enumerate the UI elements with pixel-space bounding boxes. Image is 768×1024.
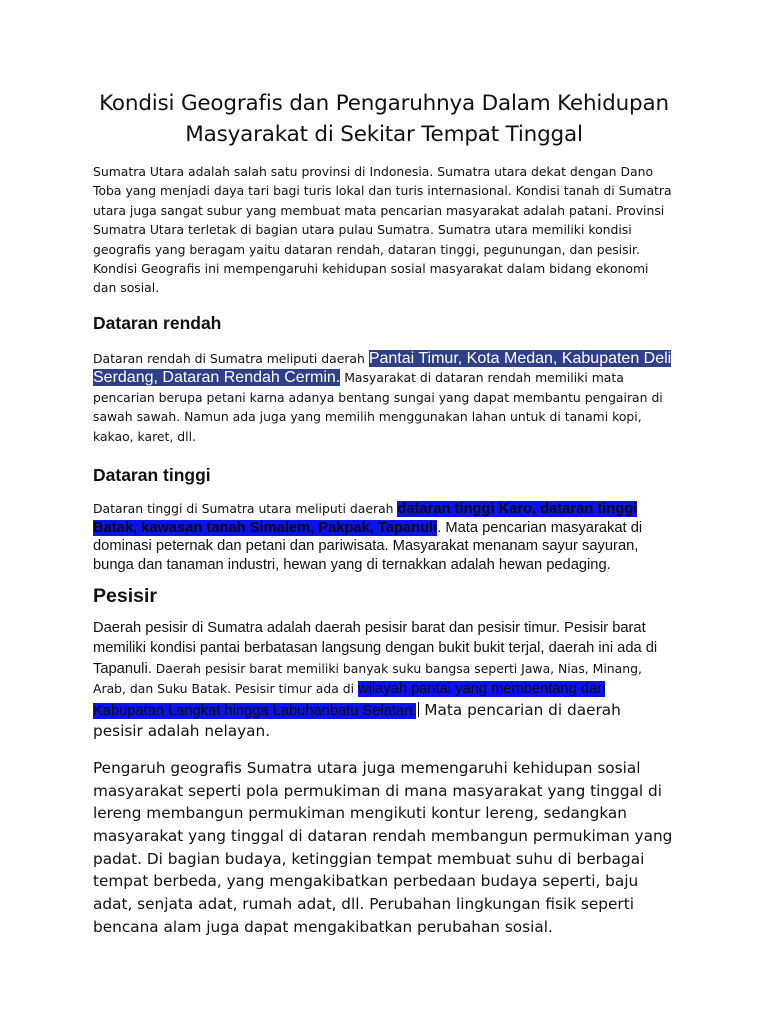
rendah-lead-text: Dataran rendah di Sumatra meliputi daerah <box>93 350 369 366</box>
heading-dataran-rendah: Dataran rendah <box>93 312 222 333</box>
pesisir-middle-text: Daerah pesisir barat memiliki banyak suku bangsa seperti Jawa, Nias, Minang, Arab, dan Suku Batak. Pesisir timur ada di <box>93 660 642 697</box>
tinggi-rest-text: . Mata pencarian masyarakat di dominasi peternak dan petani dan pariwisata. Masyarakat menanam sayur sayuran, bunga dan tanaman industri, hewan yang di ternakkan adalah hewan pedaging. <box>93 519 643 573</box>
tinggi-lead-text: Dataran tinggi di Sumatra utara meliputi daerah <box>93 501 398 517</box>
intro-paragraph: Sumatra Utara adalah salah satu provinsi di Indonesia. Sumatra utara dekat dengan Dano Toba yang menjadi daya tari bagi turis lokal dan turis internasional. Kondisi tanah di Sumatra utara juga sangat subur yang membuat mata pencarian masyarakat adalah patani. Provinsi Sumatra Utara terletak di bagian utara pulau Sumatra. Sumatra utara memiliki kondisi geografis yang beragam yaitu dataran rendah, dataran tinggi, pegunungan, dan pesisir. Kondisi Geografis ini mempengaruhi kehidupan sosial masyarakat dalam bidang ekonomi dan sosial. <box>93 164 672 296</box>
document-page <box>93 88 675 939</box>
paragraph-dataran-tinggi <box>93 500 675 574</box>
document-title: Kondisi Geografis dan Pengaruhnya Dalam Kehidupan Masyarakat di Sekitar Tempat Tinggal <box>99 91 669 147</box>
tinggi-highlight: dataran tinggi Karo, dataran tinggi Batak, kawasan tanah Simalem, Pakpak, Tapanuli <box>93 501 638 536</box>
closing-paragraph: Pengaruh geografis Sumatra utara juga memengaruhi kehidupan sosial masyarakat seperti pola permukiman di mana masyarakat yang tinggal di lereng membangun permukiman mengikuti kontur lereng, sedangkan masyarakat yang tinggal di dataran rendah membangun permukiman yang padat. Di bagian budaya, ketinggian tempat membuat suhu di berbagai tempat berbeda, yang mengakibatkan perbedaan budaya seperti, baju adat, senjata adat, rumah adat, dll. Perubahan lingkungan fisik seperti bencana alam juga dapat mengakibatkan perubahan sosial. <box>93 758 673 936</box>
pesisir-lead-text: Daerah pesisir di Sumatra adalah daerah pesisir barat dan pesisir timur. Pesisir barat memiliki kondisi pantai berbatasan langsung dengan bukit bukit terjal, daerah ini ada di Tapanuli. <box>93 619 658 677</box>
rendah-highlight: Pantai Timur, Kota Medan, Kabupaten Deli Serdang, Dataran Rendah Cermin. <box>93 349 672 387</box>
pesisir-highlight: wilayah pantai yang membentang dari Kabupatan Langkat hingga Labuhanbatu Selatan. <box>93 681 606 719</box>
rendah-rest-text: Masyarakat di dataran rendah memiliki mata pencarian berupa petani karna adanya bentang sungai yang dapat membantu pengairan di sawah sawah. Namun ada juga yang memilih menggunakan lahan untuk di tanami kopi, kakao, karet, dll. <box>93 370 663 444</box>
heading-dataran-tinggi: Dataran tinggi <box>93 465 211 486</box>
heading-pesisir: Pesisir <box>93 584 157 607</box>
paragraph-pesisir <box>93 618 675 743</box>
pesisir-rest-text: Mata pencarian di daerah pesisir adalah nelayan. <box>93 700 621 741</box>
paragraph-dataran-rendah <box>93 349 675 447</box>
